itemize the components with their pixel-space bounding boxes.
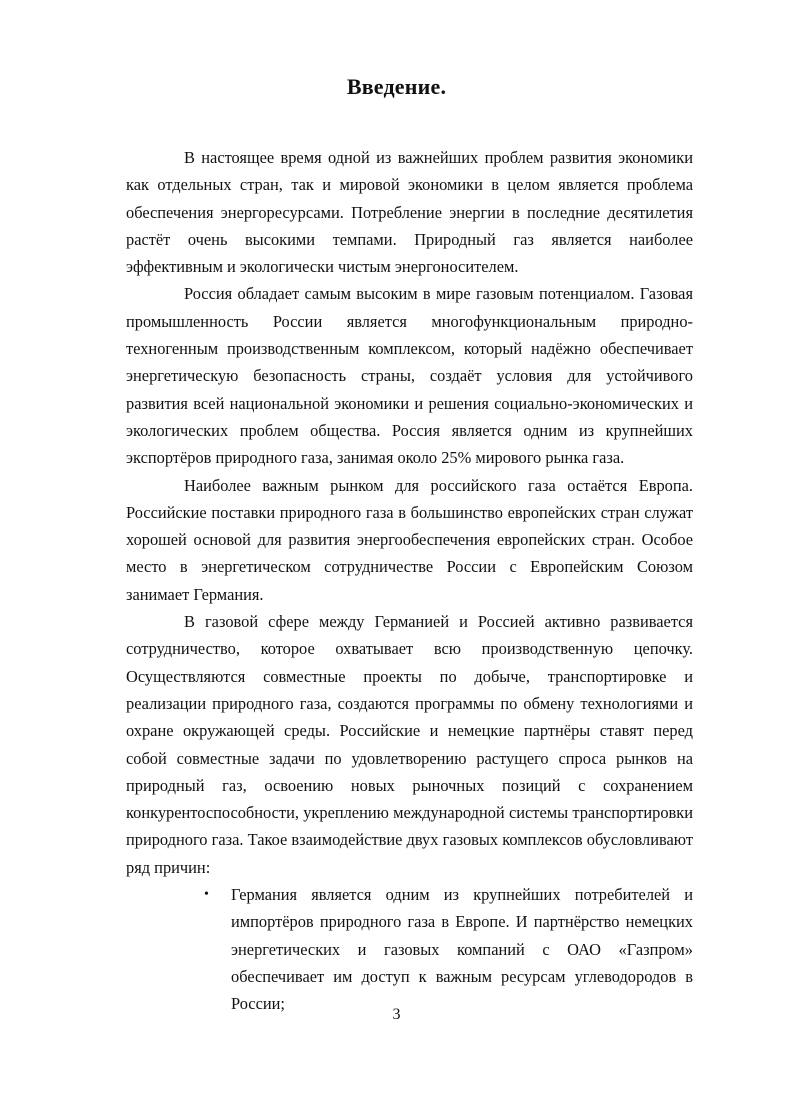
list-item: [204, 881, 693, 1017]
bullet-icon: •: [204, 887, 209, 903]
paragraph-4: В газовой сфере между Германией и Россией активно развивается сотрудничество, которое охватывает всю производственную цепочку. Осуществляются совместные проекты по добыче, транспортировке и реализации природного газа, создаются программы по обмену технологиями и охране окружающей среды. Российские и немецкие партнёры ставят перед собой совместные задачи по удовлетворению растущего спроса рынков на природный газ, освоению новых рыночных позиций с сохранением конкурентоспособности, укреплению международной системы транспортировки природного газа. Такое взаимодействие двух газовых комплексов обусловливают ряд причин:: [126, 612, 693, 877]
page-number: 3: [392, 1006, 401, 1023]
paragraph-2: Россия обладает самым высоким в мире газовым потенциалом. Газовая промышленность России является многофункциональным природно-техногенным производственным комплексом, который надёжно обеспечивает энергетическую безопасность страны, создаёт условия для устойчивого развития всей национальной экономики и решения социально-экономических и экологических проблем общества. Россия является одним из крупнейших экспортёров природного газа, занимая около 25% мирового рынка газа.: [126, 284, 693, 468]
body-text: [126, 144, 693, 1018]
bullet-list: [126, 881, 693, 1017]
list-item-text: Германия является одним из крупнейших потребителей и импортёров природного газа в Европе. И партнёрство немецких энергетических и газовых компаний с ОАО «Газпром» обеспечивает им доступ к важным ресурсам углеводородов в России;: [231, 885, 693, 1014]
page-title: Введение.: [346, 74, 447, 99]
paragraph-3: Наиболее важным рынком для российского газа остаётся Европа. Российские поставки природного газа в большинство европейских стран служат хорошей основой для развития энергообеспечения европейских стран. Особое место в энергетическом сотрудничестве России с Европейским Союзом занимает Германия.: [126, 475, 693, 604]
paragraph-1: В настоящее время одной из важнейших проблем развития экономики как отдельных стран, так и мировой экономики в целом является проблема обеспечения энергоресурсами. Потребление энергии в последние десятилетия растёт очень высокими темпами. Природный газ является наиболее эффективным и экологически чистым энергоносителем.: [126, 148, 693, 277]
